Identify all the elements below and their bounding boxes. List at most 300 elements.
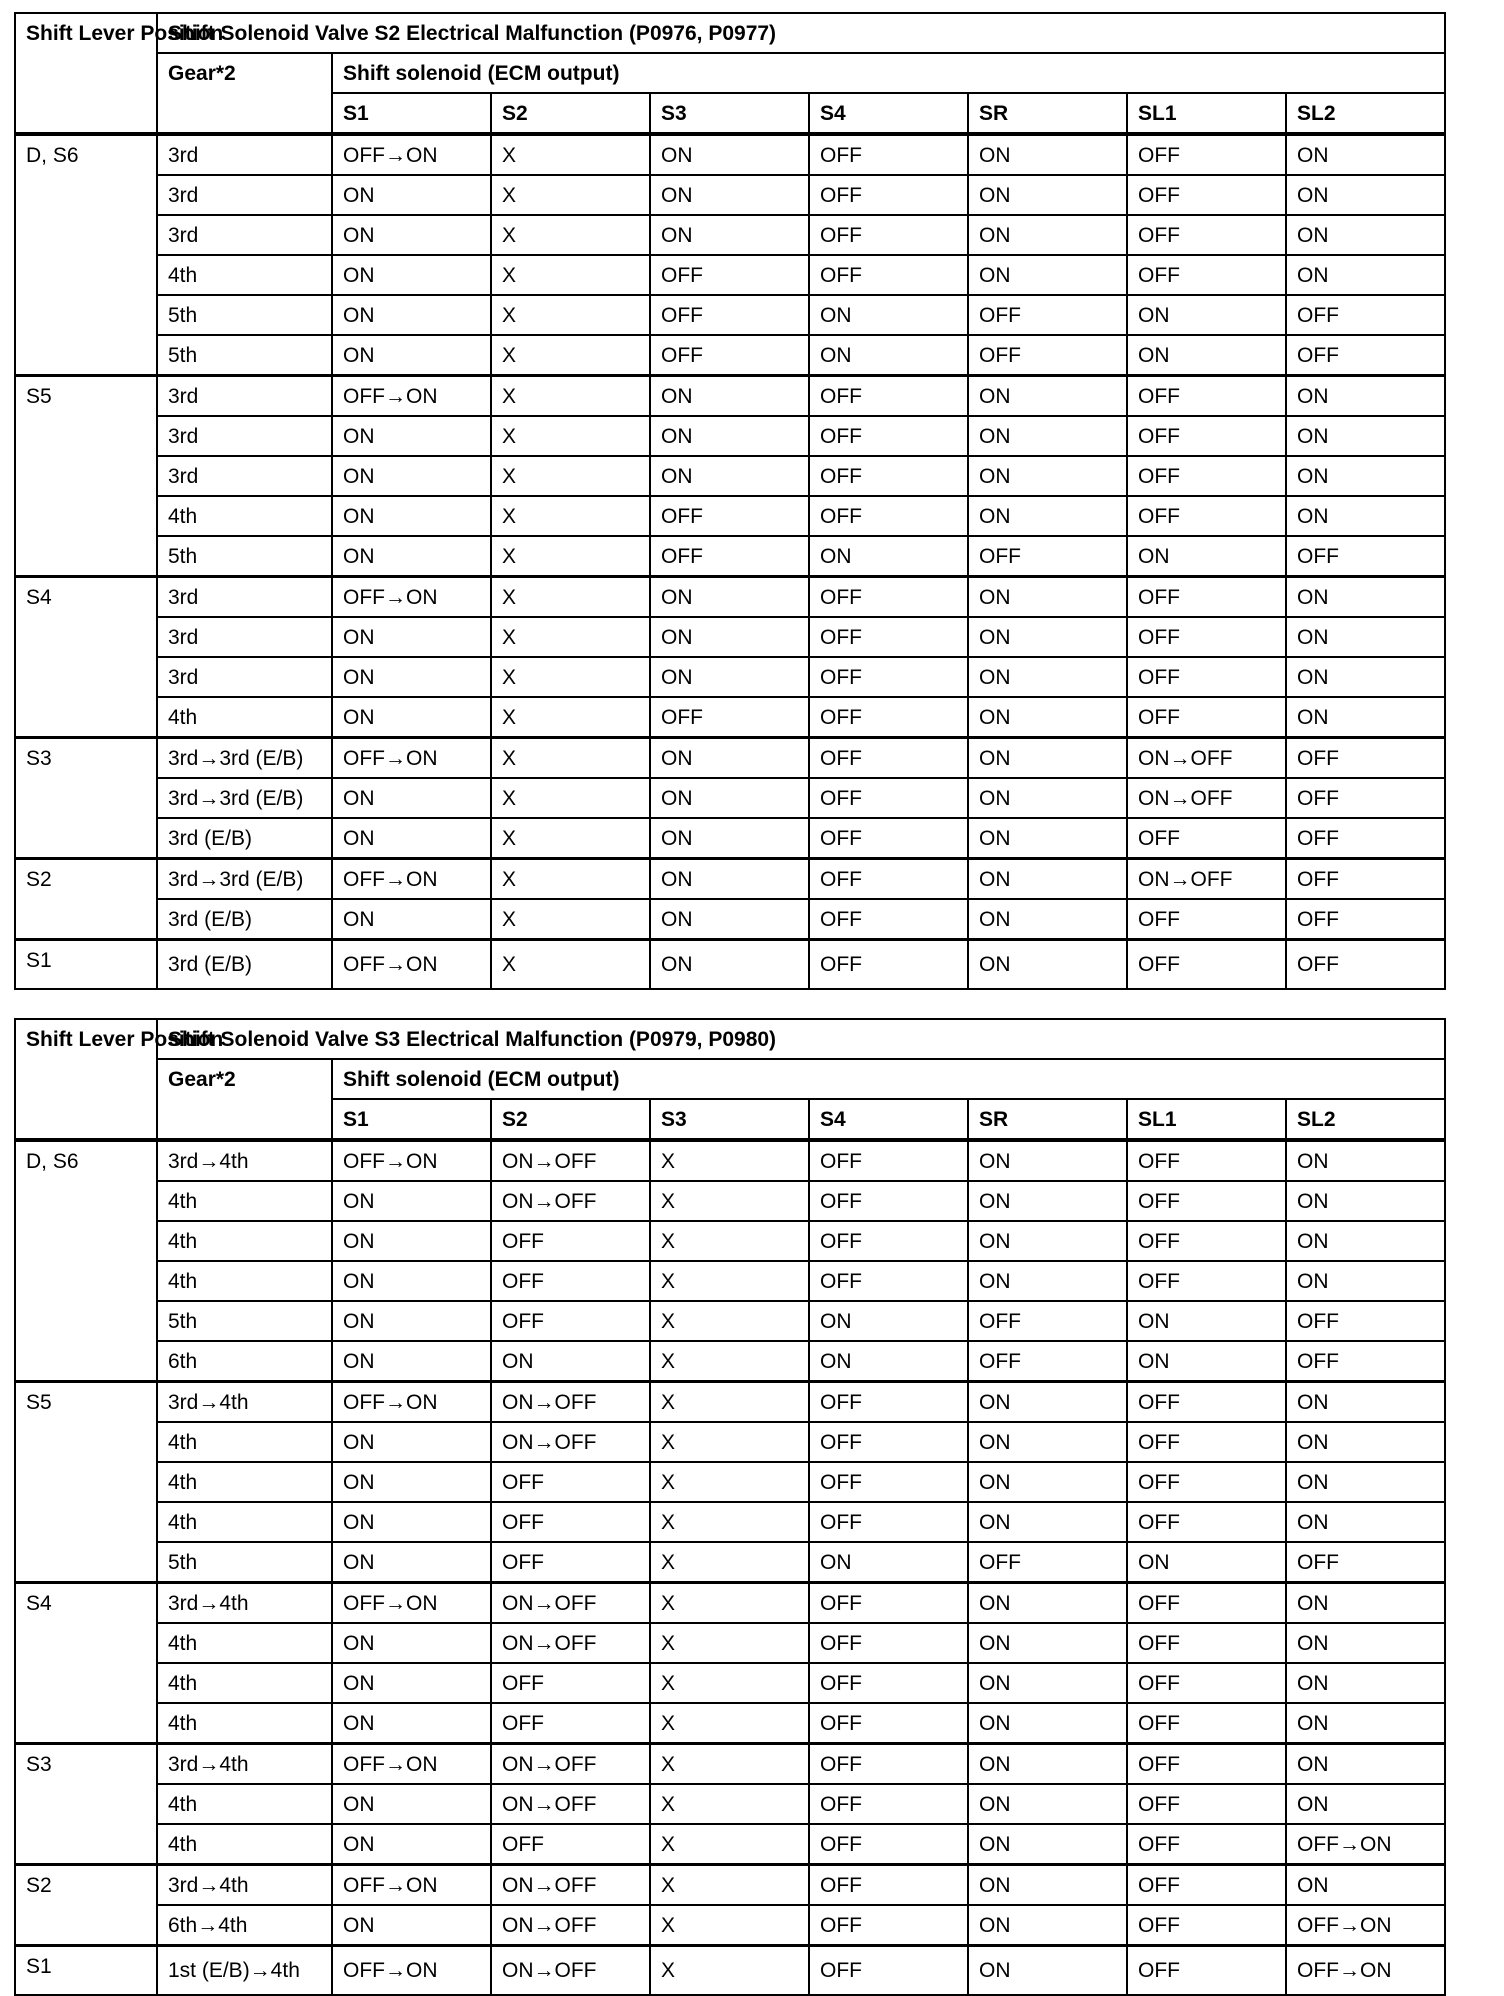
table-row <box>15 1542 1445 1583</box>
solenoid-sl2-cell: ON <box>1286 255 1445 295</box>
table-row <box>15 1502 1445 1542</box>
gear-cell: 5th <box>157 335 332 376</box>
solenoid-sl2-cell: OFF <box>1286 295 1445 335</box>
solenoid-s3-cell: ON <box>650 778 809 818</box>
gear-cell: 3rd <box>157 416 332 456</box>
solenoid-s3-cell: OFF <box>650 697 809 738</box>
solenoid-s1-cell: OFF→ON <box>332 1583 491 1624</box>
solenoid-s1-cell: OFF→ON <box>332 940 491 990</box>
solenoid-sl2-cell: ON <box>1286 215 1445 255</box>
table-row <box>15 1583 1445 1624</box>
solenoid-s4-cell: OFF <box>809 496 968 536</box>
solenoid-s4-cell: OFF <box>809 1946 968 1996</box>
solenoid-sr-cell: ON <box>968 134 1127 175</box>
lever-position-cell: S1 <box>15 1946 157 1996</box>
solenoid-sr-cell: OFF <box>968 1542 1127 1583</box>
solenoid-s1-cell: ON <box>332 416 491 456</box>
solenoid-sl1-cell: ON→OFF <box>1127 778 1286 818</box>
solenoid-sl2-cell: OFF <box>1286 818 1445 859</box>
gear-cell: 3rd→3rd (E/B) <box>157 778 332 818</box>
lever-position-cell: S1 <box>15 940 157 990</box>
solenoid-s3-cell: ON <box>650 376 809 417</box>
table-row <box>15 1181 1445 1221</box>
solenoid-s3-cell: X <box>650 1181 809 1221</box>
gear-cell: 4th <box>157 1663 332 1703</box>
solenoid-s3-cell: ON <box>650 577 809 618</box>
solenoid-s1-cell: OFF→ON <box>332 1744 491 1785</box>
solenoid-s4-cell: OFF <box>809 1865 968 1906</box>
solenoid-s1-cell: OFF→ON <box>332 577 491 618</box>
solenoid-s3-cell: X <box>650 1502 809 1542</box>
solenoid-s3-cell: X <box>650 1382 809 1423</box>
solenoid-sl2-cell: ON <box>1286 175 1445 215</box>
column-header-s1: S1 <box>332 1099 491 1140</box>
solenoid-s2-cell: X <box>491 456 650 496</box>
solenoid-sr-cell: OFF <box>968 1301 1127 1341</box>
solenoid-s2-cell: X <box>491 818 650 859</box>
solenoid-sr-cell: ON <box>968 175 1127 215</box>
solenoid-s4-cell: ON <box>809 1341 968 1382</box>
solenoid-s1-cell: ON <box>332 1341 491 1382</box>
column-header-s1: S1 <box>332 93 491 134</box>
gear-header: Gear*2 <box>157 53 332 134</box>
gear-cell: 4th <box>157 1784 332 1824</box>
solenoid-s1-cell: ON <box>332 1221 491 1261</box>
ecm-output-header: Shift solenoid (ECM output) <box>332 1059 1445 1099</box>
gear-cell: 5th <box>157 1542 332 1583</box>
solenoid-s3-cell: ON <box>650 899 809 940</box>
solenoid-s3-cell: X <box>650 1341 809 1382</box>
solenoid-sl1-cell: OFF <box>1127 1623 1286 1663</box>
gear-cell: 5th <box>157 295 332 335</box>
lever-position-cell: S3 <box>15 738 157 859</box>
solenoid-s4-cell: OFF <box>809 1824 968 1865</box>
lever-position-cell: S4 <box>15 1583 157 1744</box>
table-row <box>15 1301 1445 1341</box>
table-row <box>15 1623 1445 1663</box>
solenoid-s4-cell: OFF <box>809 1744 968 1785</box>
solenoid-s2-cell: X <box>491 496 650 536</box>
solenoid-sl1-cell: OFF <box>1127 1221 1286 1261</box>
gear-cell: 3rd <box>157 577 332 618</box>
solenoid-sr-cell: ON <box>968 1583 1127 1624</box>
solenoid-sl2-cell: ON <box>1286 697 1445 738</box>
solenoid-s2-cell: X <box>491 899 650 940</box>
gear-cell: 4th <box>157 1824 332 1865</box>
solenoid-s1-cell: ON <box>332 617 491 657</box>
solenoid-sl2-cell: OFF→ON <box>1286 1946 1445 1996</box>
gear-cell: 4th <box>157 1703 332 1744</box>
lever-position-cell: S3 <box>15 1744 157 1865</box>
solenoid-s3-cell: ON <box>650 940 809 990</box>
solenoid-sl1-cell: OFF <box>1127 1181 1286 1221</box>
solenoid-sl1-cell: OFF <box>1127 1865 1286 1906</box>
solenoid-sl1-cell: ON <box>1127 536 1286 577</box>
gear-cell: 4th <box>157 1181 332 1221</box>
gear-cell: 3rd <box>157 134 332 175</box>
solenoid-sl2-cell: ON <box>1286 1261 1445 1301</box>
solenoid-s2-cell: OFF <box>491 1502 650 1542</box>
lever-position-cell: S2 <box>15 859 157 940</box>
gear-cell: 6th→4th <box>157 1905 332 1946</box>
solenoid-s1-cell: ON <box>332 778 491 818</box>
gear-cell: 3rd→4th <box>157 1865 332 1906</box>
solenoid-sl2-cell: OFF→ON <box>1286 1905 1445 1946</box>
solenoid-sr-cell: ON <box>968 577 1127 618</box>
solenoid-sl2-cell: ON <box>1286 1865 1445 1906</box>
solenoid-s3-cell: X <box>650 1221 809 1261</box>
solenoid-sr-cell: ON <box>968 1221 1127 1261</box>
solenoid-table-s2 <box>14 12 1446 990</box>
solenoid-s2-cell: ON→OFF <box>491 1623 650 1663</box>
solenoid-sl1-cell: OFF <box>1127 697 1286 738</box>
solenoid-s2-cell: X <box>491 295 650 335</box>
solenoid-sl1-cell: OFF <box>1127 1905 1286 1946</box>
table-row <box>15 1824 1445 1865</box>
lever-position-header: Shift Lever Position <box>15 1019 157 1140</box>
solenoid-sr-cell: OFF <box>968 335 1127 376</box>
table-row <box>15 376 1445 417</box>
table-row <box>15 1905 1445 1946</box>
solenoid-s1-cell: ON <box>332 456 491 496</box>
table-row <box>15 859 1445 900</box>
solenoid-sr-cell: ON <box>968 456 1127 496</box>
table-row <box>15 1221 1445 1261</box>
solenoid-sl2-cell: ON <box>1286 1502 1445 1542</box>
table-row <box>15 1703 1445 1744</box>
solenoid-s3-cell: X <box>650 1744 809 1785</box>
solenoid-sr-cell: ON <box>968 1422 1127 1462</box>
gear-cell: 5th <box>157 536 332 577</box>
gear-cell: 3rd (E/B) <box>157 899 332 940</box>
gear-cell: 4th <box>157 1422 332 1462</box>
solenoid-sr-cell: ON <box>968 1824 1127 1865</box>
solenoid-s1-cell: ON <box>332 1422 491 1462</box>
lever-position-cell: S2 <box>15 1865 157 1946</box>
solenoid-s1-cell: OFF→ON <box>332 738 491 779</box>
table-row <box>15 175 1445 215</box>
solenoid-s3-cell: OFF <box>650 536 809 577</box>
solenoid-s1-cell: ON <box>332 1462 491 1502</box>
solenoid-sr-cell: ON <box>968 617 1127 657</box>
solenoid-s2-cell: X <box>491 536 650 577</box>
solenoid-s4-cell: OFF <box>809 1623 968 1663</box>
solenoid-sl2-cell: OFF <box>1286 1301 1445 1341</box>
solenoid-s2-cell: ON→OFF <box>491 1946 650 1996</box>
solenoid-s1-cell: ON <box>332 818 491 859</box>
solenoid-s4-cell: ON <box>809 295 968 335</box>
solenoid-s2-cell: ON→OFF <box>491 1181 650 1221</box>
solenoid-s3-cell: ON <box>650 134 809 175</box>
solenoid-s1-cell: ON <box>332 1261 491 1301</box>
solenoid-sl1-cell: OFF <box>1127 376 1286 417</box>
solenoid-s2-cell: X <box>491 416 650 456</box>
gear-cell: 3rd <box>157 376 332 417</box>
solenoid-sr-cell: ON <box>968 1865 1127 1906</box>
solenoid-sl2-cell: ON <box>1286 1462 1445 1502</box>
solenoid-sr-cell: ON <box>968 1140 1127 1181</box>
gear-cell: 4th <box>157 1462 332 1502</box>
solenoid-sr-cell: ON <box>968 496 1127 536</box>
table-row <box>15 1382 1445 1423</box>
gear-cell: 1st (E/B)→4th <box>157 1946 332 1996</box>
gear-cell: 4th <box>157 255 332 295</box>
solenoid-sl1-cell: OFF <box>1127 416 1286 456</box>
solenoid-s1-cell: OFF→ON <box>332 1946 491 1996</box>
solenoid-s4-cell: OFF <box>809 1784 968 1824</box>
solenoid-sl1-cell: OFF <box>1127 657 1286 697</box>
solenoid-sl2-cell: ON <box>1286 1623 1445 1663</box>
solenoid-s3-cell: OFF <box>650 335 809 376</box>
gear-cell: 3rd→3rd (E/B) <box>157 859 332 900</box>
solenoid-sr-cell: ON <box>968 1905 1127 1946</box>
solenoid-s4-cell: ON <box>809 1301 968 1341</box>
solenoid-sl1-cell: OFF <box>1127 134 1286 175</box>
solenoid-s2-cell: ON <box>491 1341 650 1382</box>
solenoid-sl1-cell: ON <box>1127 335 1286 376</box>
solenoid-sl2-cell: ON <box>1286 1703 1445 1744</box>
table-row <box>15 1261 1445 1301</box>
solenoid-sr-cell: ON <box>968 859 1127 900</box>
solenoid-s2-cell: X <box>491 376 650 417</box>
solenoid-sr-cell: ON <box>968 1663 1127 1703</box>
solenoid-s3-cell: X <box>650 1623 809 1663</box>
solenoid-sl2-cell: ON <box>1286 1784 1445 1824</box>
solenoid-sl1-cell: OFF <box>1127 899 1286 940</box>
lever-position-cell: D, S6 <box>15 1140 157 1382</box>
gear-cell: 3rd (E/B) <box>157 940 332 990</box>
solenoid-s1-cell: ON <box>332 1502 491 1542</box>
document-page <box>14 12 1444 1996</box>
solenoid-s2-cell: X <box>491 940 650 990</box>
solenoid-s4-cell: OFF <box>809 1703 968 1744</box>
table-row <box>15 577 1445 618</box>
solenoid-s1-cell: ON <box>332 899 491 940</box>
table-row <box>15 940 1445 990</box>
solenoid-s4-cell: OFF <box>809 1261 968 1301</box>
table-row <box>15 738 1445 779</box>
solenoid-sr-cell: ON <box>968 1382 1127 1423</box>
solenoid-s3-cell: X <box>650 1663 809 1703</box>
solenoid-s2-cell: OFF <box>491 1824 650 1865</box>
solenoid-s4-cell: OFF <box>809 175 968 215</box>
column-header-s2: S2 <box>491 1099 650 1140</box>
column-header-sl2: SL2 <box>1286 1099 1445 1140</box>
solenoid-sl1-cell: OFF <box>1127 1824 1286 1865</box>
solenoid-sr-cell: ON <box>968 215 1127 255</box>
solenoid-sl1-cell: OFF <box>1127 1502 1286 1542</box>
solenoid-s2-cell: OFF <box>491 1703 650 1744</box>
solenoid-sr-cell: ON <box>968 1744 1127 1785</box>
solenoid-s1-cell: ON <box>332 215 491 255</box>
solenoid-sl2-cell: OFF <box>1286 859 1445 900</box>
gear-cell: 3rd <box>157 175 332 215</box>
solenoid-s3-cell: X <box>650 1784 809 1824</box>
solenoid-sl2-cell: ON <box>1286 1744 1445 1785</box>
solenoid-s4-cell: OFF <box>809 255 968 295</box>
solenoid-s2-cell: X <box>491 134 650 175</box>
table-body <box>15 134 1445 989</box>
solenoid-sr-cell: ON <box>968 1946 1127 1996</box>
solenoid-sl2-cell: ON <box>1286 416 1445 456</box>
solenoid-sl1-cell: OFF <box>1127 255 1286 295</box>
solenoid-sl2-cell: OFF <box>1286 1341 1445 1382</box>
solenoid-s1-cell: ON <box>332 1905 491 1946</box>
solenoid-s1-cell: ON <box>332 335 491 376</box>
solenoid-s4-cell: ON <box>809 536 968 577</box>
solenoid-s2-cell: X <box>491 738 650 779</box>
gear-cell: 3rd→4th <box>157 1140 332 1181</box>
solenoid-s2-cell: OFF <box>491 1301 650 1341</box>
solenoid-s4-cell: ON <box>809 335 968 376</box>
solenoid-s4-cell: OFF <box>809 1382 968 1423</box>
solenoid-sr-cell: ON <box>968 376 1127 417</box>
solenoid-s3-cell: X <box>650 1261 809 1301</box>
table-row <box>15 818 1445 859</box>
gear-cell: 4th <box>157 496 332 536</box>
solenoid-sr-cell: ON <box>968 940 1127 990</box>
solenoid-sl1-cell: OFF <box>1127 1462 1286 1502</box>
solenoid-sl1-cell: ON <box>1127 1341 1286 1382</box>
solenoid-s2-cell: ON→OFF <box>491 1140 650 1181</box>
solenoid-s2-cell: X <box>491 577 650 618</box>
solenoid-sl2-cell: OFF <box>1286 738 1445 779</box>
solenoid-s2-cell: X <box>491 697 650 738</box>
solenoid-sl1-cell: ON→OFF <box>1127 738 1286 779</box>
solenoid-s2-cell: ON→OFF <box>491 1905 650 1946</box>
solenoid-s2-cell: OFF <box>491 1462 650 1502</box>
solenoid-s3-cell: X <box>650 1824 809 1865</box>
gear-cell: 3rd <box>157 215 332 255</box>
solenoid-s2-cell: ON→OFF <box>491 1583 650 1624</box>
solenoid-s3-cell: X <box>650 1422 809 1462</box>
gear-cell: 4th <box>157 697 332 738</box>
gear-cell: 5th <box>157 1301 332 1341</box>
solenoid-sr-cell: OFF <box>968 536 1127 577</box>
solenoid-sl1-cell: OFF <box>1127 215 1286 255</box>
solenoid-s3-cell: ON <box>650 818 809 859</box>
solenoid-s2-cell: X <box>491 215 650 255</box>
table-row <box>15 1462 1445 1502</box>
solenoid-s1-cell: ON <box>332 1181 491 1221</box>
solenoid-s2-cell: X <box>491 175 650 215</box>
lever-position-cell: D, S6 <box>15 134 157 376</box>
column-header-sl1: SL1 <box>1127 93 1286 134</box>
table-row <box>15 1341 1445 1382</box>
solenoid-s3-cell: X <box>650 1865 809 1906</box>
solenoid-s4-cell: OFF <box>809 940 968 990</box>
table-row <box>15 215 1445 255</box>
solenoid-s4-cell: OFF <box>809 1583 968 1624</box>
gear-cell: 4th <box>157 1261 332 1301</box>
table-row <box>15 617 1445 657</box>
solenoid-s3-cell: ON <box>650 175 809 215</box>
lever-position-cell: S5 <box>15 1382 157 1583</box>
solenoid-s1-cell: ON <box>332 1301 491 1341</box>
solenoid-s4-cell: OFF <box>809 1663 968 1703</box>
solenoid-s2-cell: ON→OFF <box>491 1865 650 1906</box>
solenoid-sl1-cell: OFF <box>1127 940 1286 990</box>
solenoid-s2-cell: X <box>491 859 650 900</box>
solenoid-s4-cell: OFF <box>809 657 968 697</box>
solenoid-s4-cell: OFF <box>809 1422 968 1462</box>
solenoid-sl1-cell: OFF <box>1127 1946 1286 1996</box>
solenoid-sl2-cell: OFF <box>1286 536 1445 577</box>
solenoid-s4-cell: OFF <box>809 1181 968 1221</box>
solenoid-sl1-cell: OFF <box>1127 1703 1286 1744</box>
solenoid-sl2-cell: ON <box>1286 1221 1445 1261</box>
solenoid-sl1-cell: ON <box>1127 295 1286 335</box>
solenoid-s3-cell: X <box>650 1140 809 1181</box>
solenoid-s3-cell: ON <box>650 738 809 779</box>
gear-cell: 4th <box>157 1623 332 1663</box>
solenoid-s1-cell: ON <box>332 657 491 697</box>
solenoid-s4-cell: OFF <box>809 376 968 417</box>
table-title: Shift Solenoid Valve S2 Electrical Malfunction (P0976, P0977) <box>157 13 1445 53</box>
solenoid-s2-cell: X <box>491 617 650 657</box>
solenoid-table-s3 <box>14 1018 1446 1996</box>
solenoid-sl2-cell: ON <box>1286 1422 1445 1462</box>
solenoid-sr-cell: ON <box>968 1502 1127 1542</box>
solenoid-s4-cell: OFF <box>809 1502 968 1542</box>
solenoid-s1-cell: ON <box>332 255 491 295</box>
solenoid-s4-cell: OFF <box>809 697 968 738</box>
solenoid-s2-cell: ON→OFF <box>491 1784 650 1824</box>
solenoid-s2-cell: X <box>491 778 650 818</box>
solenoid-sl1-cell: OFF <box>1127 1663 1286 1703</box>
solenoid-sl1-cell: OFF <box>1127 1422 1286 1462</box>
table-row <box>15 536 1445 577</box>
solenoid-sr-cell: ON <box>968 657 1127 697</box>
gear-cell: 3rd <box>157 617 332 657</box>
solenoid-s1-cell: ON <box>332 536 491 577</box>
solenoid-s3-cell: ON <box>650 416 809 456</box>
solenoid-sr-cell: OFF <box>968 295 1127 335</box>
solenoid-s1-cell: OFF→ON <box>332 134 491 175</box>
solenoid-s1-cell: OFF→ON <box>332 1382 491 1423</box>
solenoid-s3-cell: ON <box>650 456 809 496</box>
solenoid-s3-cell: X <box>650 1542 809 1583</box>
solenoid-s4-cell: OFF <box>809 738 968 779</box>
solenoid-s4-cell: OFF <box>809 577 968 618</box>
solenoid-sl2-cell: ON <box>1286 456 1445 496</box>
solenoid-s4-cell: OFF <box>809 778 968 818</box>
solenoid-sl1-cell: OFF <box>1127 818 1286 859</box>
solenoid-sl2-cell: OFF <box>1286 899 1445 940</box>
solenoid-sl2-cell: OFF→ON <box>1286 1824 1445 1865</box>
table-row <box>15 1865 1445 1906</box>
solenoid-sl2-cell: ON <box>1286 617 1445 657</box>
column-header-s4: S4 <box>809 1099 968 1140</box>
gear-cell: 6th <box>157 1341 332 1382</box>
solenoid-sr-cell: OFF <box>968 1341 1127 1382</box>
solenoid-sr-cell: ON <box>968 1181 1127 1221</box>
solenoid-s3-cell: X <box>650 1946 809 1996</box>
solenoid-sl2-cell: ON <box>1286 577 1445 618</box>
solenoid-s3-cell: X <box>650 1905 809 1946</box>
column-header-s2: S2 <box>491 93 650 134</box>
solenoid-sr-cell: ON <box>968 818 1127 859</box>
solenoid-sr-cell: ON <box>968 899 1127 940</box>
solenoid-s4-cell: OFF <box>809 1462 968 1502</box>
solenoid-s1-cell: OFF→ON <box>332 1140 491 1181</box>
solenoid-s3-cell: X <box>650 1583 809 1624</box>
solenoid-s3-cell: OFF <box>650 255 809 295</box>
lever-position-cell: S4 <box>15 577 157 738</box>
solenoid-s2-cell: OFF <box>491 1221 650 1261</box>
solenoid-s4-cell: OFF <box>809 1905 968 1946</box>
solenoid-s1-cell: OFF→ON <box>332 859 491 900</box>
